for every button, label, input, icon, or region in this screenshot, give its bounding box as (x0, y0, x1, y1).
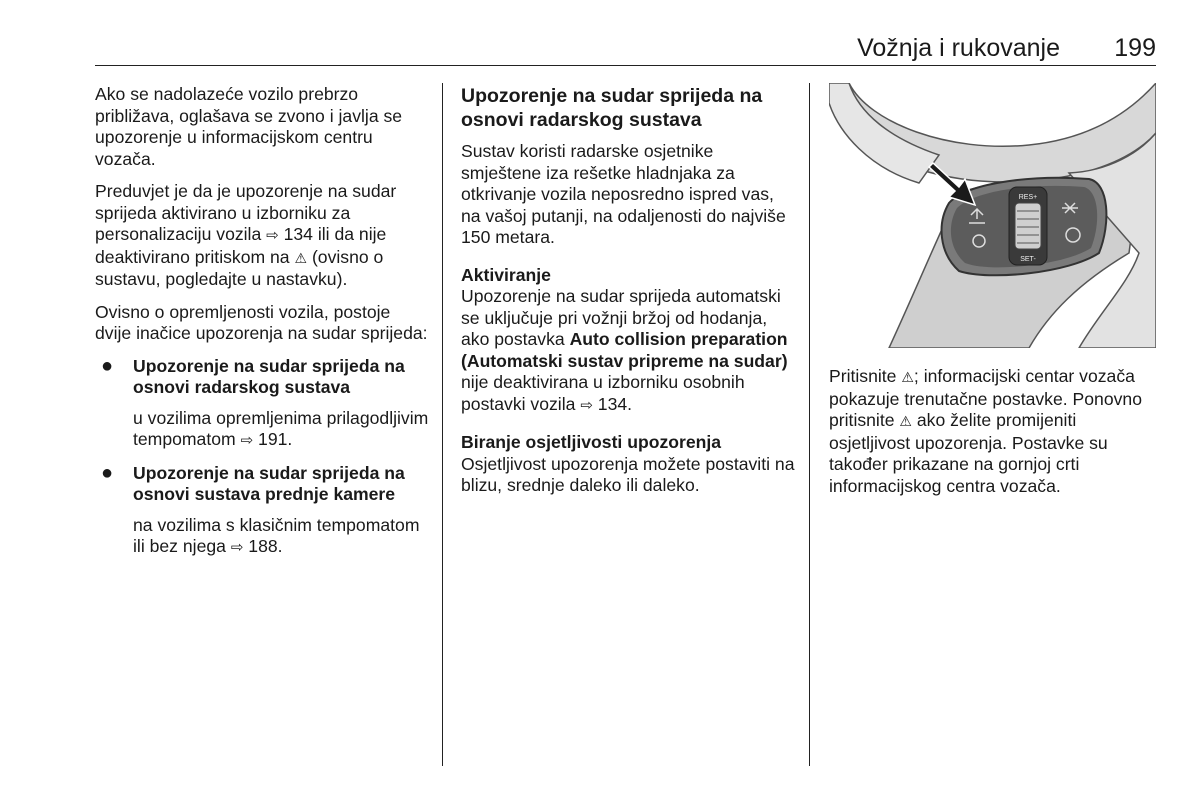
paragraph-1: Ako se nadolazeće vozilo prebrzo približava, oglašava se zvono i javlja se upozorenje u informacijskom centru vozača. (95, 84, 403, 169)
paragraph-2 (95, 181, 430, 291)
collision-alert-icon: ⚠ (901, 369, 914, 385)
steering-wheel-illustration (829, 83, 1156, 348)
set-button-label: SET- (1020, 256, 1036, 263)
collision-alert-icon: ⚠ (899, 413, 912, 429)
bullet-text: u vozilima opremljenima prilagodljivim tempomatom ⇨ 191. (133, 408, 430, 452)
column-3-caption (829, 366, 1159, 508)
collision-alert-icon: ⚠ (294, 249, 308, 266)
caption-text-b: ; informacijski centar vozača pokazuje trenutačne postavke. Ponovno pritisnite (829, 366, 1142, 430)
bullet-item-radar (95, 356, 430, 452)
caption-text-a: Pritisnite (829, 366, 897, 386)
page-ref-134: 134 (283, 224, 313, 244)
page-ref-arrow-icon: ⇨ (230, 539, 244, 556)
setting-name: Auto collision preparation (Automatski sustav pripreme na sudar) (461, 329, 788, 371)
bullet-item-camera (95, 463, 430, 559)
column-divider-1 (442, 83, 443, 766)
caption-text-c: ako želite promijeniti osjetljivost upozorenja. Postavke su također prikazane na gornjoj crti informacijskog centra vozača. (829, 410, 1108, 496)
bullet-title: Upozorenje na sudar sprijeda na osnovi sustava prednje kamere (133, 462, 405, 504)
section-heading: Upozorenje na sudar sprijeda na osnovi radarskog sustava (461, 85, 763, 131)
activation-text-a: Upozorenje na sudar sprijeda automatski se uključuje pri vožnji bržoj od hodanja, ako postavka (461, 286, 781, 349)
res-button-label: RES+ (1018, 194, 1038, 201)
page-ref-134: 134 (597, 393, 628, 414)
page-ref-188: 188 (248, 536, 278, 556)
column-2 (461, 84, 796, 508)
activation-paragraph: Upozorenje na sudar sprijeda automatski se uključuje pri vožnji bržoj od hodanja, ako postavka Auto collision preparation (Automatski sustav pripreme na sudar) nije deaktivirana u izborniku osobnih postavki vozila ⇨ 134. (461, 286, 796, 416)
bullet-text-body: u vozilima opremljenima prilagodljivim tempomatom (133, 407, 429, 449)
page-ref-arrow-icon: ⇨ (240, 432, 254, 449)
paragraph-3: Ovisno o opremljenosti vozila, postoje dvije inačice upozorenja na sudar sprijeda: (95, 301, 428, 343)
sensitivity-heading: Biranje osjetljivosti upozorenja (461, 432, 722, 452)
paragraph-2-text-c: (ovisno o sustavu, pogledajte u nastavku). (95, 246, 384, 289)
bullet-dot: ● (101, 461, 114, 484)
page-ref-arrow-icon: ⇨ (266, 227, 279, 244)
activation-text-b: nije deaktivirana u izborniku osobnih postavki vozila (461, 372, 745, 414)
column-1 (95, 84, 430, 570)
page-number: 199 (1114, 34, 1156, 62)
activation-heading: Aktiviranje (461, 264, 551, 285)
paragraph-2-text-b: ili da nije deaktivirano pritiskom na (95, 224, 387, 267)
page-ref-arrow-icon: ⇨ (580, 396, 593, 414)
header-rule (95, 65, 1156, 66)
intro-paragraph: Sustav koristi radarske osjetnike smještene iza rešetke hladnjaka za otkrivanje vozila neposredno ispred vas, na vašoj putanji, na odaljenosti do najviše 150 metara. (461, 141, 786, 247)
page-ref-191: 191 (258, 429, 288, 449)
column-divider-2 (809, 83, 810, 766)
bullet-title: Upozorenje na sudar sprijeda na osnovi radarskog sustava (133, 355, 405, 397)
sensitivity-paragraph: Osjetljivost upozorenja možete postaviti na blizu, srednje daleko ili daleko. (461, 453, 795, 495)
running-header-title: Vožnja i rukovanje (857, 34, 1060, 62)
bullet-dot: ● (101, 354, 114, 377)
figure-caption (829, 366, 1159, 497)
paragraph-2-text-a: Preduvjet je da je upozorenje na sudar sprijeda aktivirano u izborniku za personalizaciju vozila (95, 181, 397, 244)
bullet-text: na vozilima s klasičnim tempomatom ili bez njega ⇨ 188. (133, 515, 430, 559)
bullet-text-body: na vozilima s klasičnim tempomatom ili bez njega (133, 514, 420, 556)
